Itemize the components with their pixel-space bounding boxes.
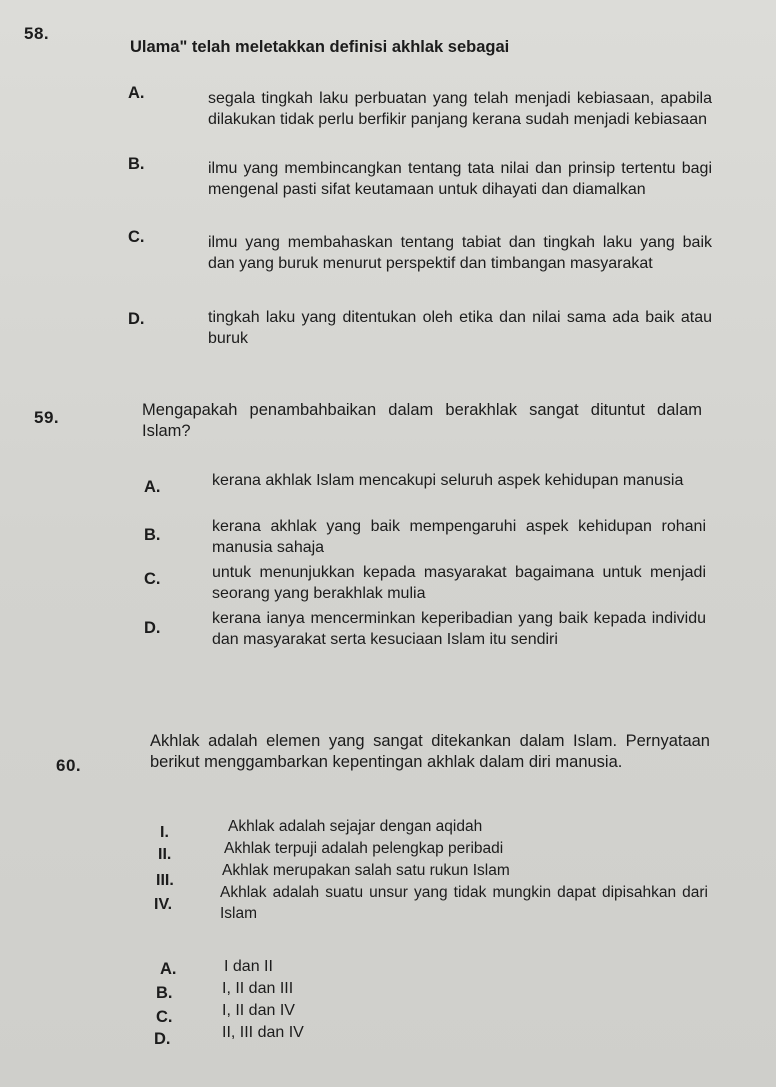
statement-text: Akhlak adalah sejajar dengan aqidah: [228, 818, 483, 835]
option-text: ilmu yang membincangkan tentang tata nilai dan prinsip tertentu bagi mengenal pasti sifat keutamaan untuk dihayati dan diamalkan: [208, 160, 712, 198]
option-text: I, II dan IV: [222, 1002, 295, 1019]
question-number: 60.: [56, 756, 82, 775]
option-letter: B.: [128, 155, 145, 173]
option-letter: A.: [128, 84, 145, 102]
option-letter: D.: [144, 619, 161, 637]
statement-text: Akhlak merupakan salah satu rukun Islam: [222, 862, 510, 879]
statement-text: Akhlak adalah suatu unsur yang tidak mungkin dapat dipisahkan dari Islam: [220, 884, 708, 922]
option-letter: A.: [160, 960, 177, 978]
option-letter: C.: [144, 570, 161, 588]
option-text: I dan II: [224, 958, 273, 975]
option-text: segala tingkah laku perbuatan yang telah menjadi kebiasaan, apabila dilakukan tidak perlu berfikir panjang kerana sudah menjadi kebiasaan: [208, 90, 712, 128]
option-text: II, III dan IV: [222, 1024, 304, 1041]
option-text: tingkah laku yang ditentukan oleh etika dan nilai sama ada baik atau buruk: [208, 309, 712, 347]
question-number: 58.: [24, 24, 50, 43]
option-letter: A.: [144, 478, 161, 496]
option-text: kerana akhlak Islam mencakupi seluruh aspek kehidupan manusia: [212, 472, 684, 489]
option-text: ilmu yang membahaskan tentang tabiat dan tingkah laku yang baik dan yang buruk menurut perspektif dan timbangan masyarakat: [208, 234, 712, 272]
statement-roman: I.: [160, 824, 169, 841]
statement-text: Akhlak terpuji adalah pelengkap peribadi: [224, 840, 504, 857]
question-stem: Akhlak adalah elemen yang sangat ditekankan dalam Islam. Pernyataan berikut menggambarkan kepentingan akhlak dalam diri manusia.: [150, 732, 710, 771]
option-text: kerana ianya mencerminkan keperibadian yang baik kepada individu dan masyarakat serta kesuciaan Islam itu sendiri: [212, 610, 706, 648]
option-letter: D.: [128, 310, 145, 328]
option-text: untuk menunjukkan kepada masyarakat bagaimana untuk menjadi seorang yang berakhlak mulia: [212, 564, 706, 602]
statement-roman: II.: [158, 846, 172, 863]
question-number: 59.: [34, 408, 60, 427]
option-letter: C.: [156, 1008, 173, 1026]
option-text: I, II dan III: [222, 980, 294, 997]
option-letter: B.: [156, 984, 173, 1002]
option-letter: C.: [128, 228, 145, 246]
question-stem: Mengapakah penambahbaikan dalam berakhlak sangat dituntut dalam Islam?: [142, 401, 702, 440]
statement-roman: III.: [156, 872, 174, 889]
option-letter: B.: [144, 526, 161, 544]
option-text: kerana akhlak yang baik mempengaruhi aspek kehidupan rohani manusia sahaja: [212, 518, 706, 556]
question-stem: Ulama" telah meletakkan definisi akhlak sebagai: [130, 38, 510, 56]
option-letter: D.: [154, 1030, 171, 1048]
statement-roman: IV.: [154, 896, 173, 913]
